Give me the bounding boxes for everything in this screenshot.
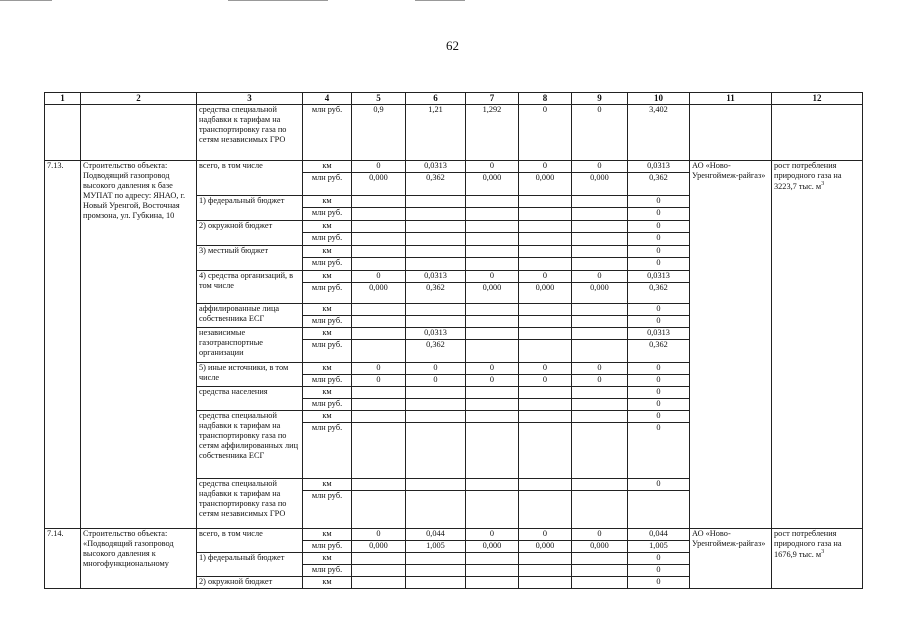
value-cell xyxy=(466,327,519,339)
value-cell xyxy=(352,478,406,490)
value-cell: 0 xyxy=(572,270,628,282)
value-cell xyxy=(519,386,572,398)
value-cell xyxy=(466,303,519,315)
value-cell xyxy=(406,552,466,564)
value-cell xyxy=(572,386,628,398)
value-cell xyxy=(519,339,572,362)
value-cell xyxy=(572,552,628,564)
value-cell: 0,0313 xyxy=(406,270,466,282)
funding-source-label: всего, в том числе xyxy=(197,528,303,552)
value-cell: 0,044 xyxy=(406,528,466,540)
value-cell xyxy=(352,303,406,315)
unit: млн руб. xyxy=(303,490,352,528)
scan-edge-line xyxy=(415,0,465,1)
value-cell: 0 xyxy=(519,160,572,172)
unit: млн руб. xyxy=(303,172,352,195)
funding-source-label: средства специальной надбавки к тарифам на транспортировку газа по сетям аффилированных лиц собственника ЕСГ xyxy=(197,410,303,478)
value-cell xyxy=(466,207,519,220)
unit: км xyxy=(303,270,352,282)
value-cell xyxy=(572,422,628,478)
value-cell xyxy=(406,564,466,576)
unit: км xyxy=(303,362,352,374)
value-cell: 0,362 xyxy=(406,282,466,303)
value-cell xyxy=(406,410,466,422)
value-cell: 0,000 xyxy=(519,540,572,552)
funding-source-label: 5) иные источники, в том числе xyxy=(197,362,303,386)
column-header: 6 xyxy=(406,93,466,105)
value-cell: 0,9 xyxy=(352,104,406,160)
value-cell: 0 xyxy=(628,195,690,207)
cell-empty xyxy=(690,104,772,160)
value-cell xyxy=(406,398,466,410)
value-cell xyxy=(352,327,406,339)
unit: км xyxy=(303,327,352,339)
value-cell: 1,005 xyxy=(406,540,466,552)
value-cell xyxy=(519,207,572,220)
value-cell xyxy=(466,490,519,528)
effect-superscript: 3 xyxy=(821,548,825,555)
value-cell: 0 xyxy=(466,374,519,386)
value-cell: 0,000 xyxy=(352,282,406,303)
value-cell xyxy=(352,576,406,588)
value-cell: 0,000 xyxy=(352,540,406,552)
value-cell xyxy=(572,327,628,339)
value-cell: 1,21 xyxy=(406,104,466,160)
value-cell: 0,044 xyxy=(628,528,690,540)
unit: млн руб. xyxy=(303,282,352,303)
value-cell xyxy=(572,232,628,245)
column-header: 4 xyxy=(303,93,352,105)
value-cell: 0 xyxy=(466,362,519,374)
funding-source-label: 1) федеральный бюджет xyxy=(197,195,303,220)
value-cell xyxy=(519,422,572,478)
value-cell xyxy=(352,195,406,207)
value-cell xyxy=(519,220,572,232)
unit: млн руб. xyxy=(303,232,352,245)
value-cell: 0,0313 xyxy=(628,160,690,172)
value-cell: 1,292 xyxy=(466,104,519,160)
value-cell: 0 xyxy=(628,552,690,564)
value-cell xyxy=(406,195,466,207)
value-cell xyxy=(352,315,406,327)
value-cell xyxy=(352,339,406,362)
value-cell xyxy=(519,564,572,576)
unit: км xyxy=(303,245,352,257)
value-cell: 0 xyxy=(519,374,572,386)
unit: км xyxy=(303,410,352,422)
value-cell: 0 xyxy=(628,362,690,374)
value-cell xyxy=(352,207,406,220)
value-cell xyxy=(519,490,572,528)
value-cell xyxy=(466,398,519,410)
value-cell: 0 xyxy=(572,362,628,374)
value-cell: 0 xyxy=(628,564,690,576)
value-cell xyxy=(572,339,628,362)
value-cell xyxy=(572,398,628,410)
column-header: 8 xyxy=(519,93,572,105)
value-cell xyxy=(572,564,628,576)
value-cell: 1,005 xyxy=(628,540,690,552)
value-cell xyxy=(352,220,406,232)
value-cell xyxy=(352,422,406,478)
column-header: 2 xyxy=(81,93,197,105)
value-cell: 0 xyxy=(628,478,690,490)
value-cell: 0 xyxy=(628,374,690,386)
value-cell xyxy=(352,552,406,564)
value-cell: 0 xyxy=(466,270,519,282)
unit: км xyxy=(303,552,352,564)
table-row xyxy=(45,160,863,172)
operator-organization: АО «Ново-Уренгоймеж-райгаз» xyxy=(690,160,772,528)
value-cell xyxy=(406,207,466,220)
value-cell: 0,000 xyxy=(519,172,572,195)
value-cell: 0 xyxy=(628,398,690,410)
value-cell xyxy=(406,386,466,398)
value-cell: 0 xyxy=(628,245,690,257)
value-cell xyxy=(466,410,519,422)
unit: км xyxy=(303,528,352,540)
value-cell: 0,000 xyxy=(466,540,519,552)
unit: млн руб. xyxy=(303,398,352,410)
cell-empty xyxy=(772,104,863,160)
value-cell: 0 xyxy=(628,422,690,478)
cell-empty xyxy=(45,104,81,160)
value-cell xyxy=(519,195,572,207)
value-cell xyxy=(352,410,406,422)
value-cell xyxy=(406,257,466,270)
value-cell xyxy=(352,490,406,528)
unit: млн руб. xyxy=(303,339,352,362)
value-cell xyxy=(406,232,466,245)
item-number: 7.13. xyxy=(45,160,81,528)
value-cell: 0,000 xyxy=(519,282,572,303)
funding-source: средства специальной надбавки к тарифам на транспортировку газа по сетям независимых ГРО xyxy=(197,104,303,160)
value-cell: 0 xyxy=(466,528,519,540)
value-cell: 0,000 xyxy=(572,282,628,303)
value-cell xyxy=(572,245,628,257)
value-cell: 0 xyxy=(352,374,406,386)
value-cell xyxy=(406,245,466,257)
value-cell xyxy=(352,232,406,245)
unit: км xyxy=(303,386,352,398)
value-cell xyxy=(352,564,406,576)
value-cell xyxy=(572,315,628,327)
value-cell: 0 xyxy=(406,374,466,386)
value-cell xyxy=(406,315,466,327)
value-cell: 0,362 xyxy=(628,282,690,303)
value-cell: 0,362 xyxy=(628,172,690,195)
column-header: 7 xyxy=(466,93,519,105)
value-cell: 0 xyxy=(572,528,628,540)
item-number: 7.14. xyxy=(45,528,81,588)
value-cell xyxy=(519,478,572,490)
funding-source-label: всего, в том числе xyxy=(197,160,303,195)
funding-source-label: 4) средства организаций, в том числе xyxy=(197,270,303,303)
value-cell: 0 xyxy=(628,386,690,398)
value-cell: 0 xyxy=(519,528,572,540)
value-cell xyxy=(406,422,466,478)
value-cell: 0 xyxy=(572,374,628,386)
column-header: 11 xyxy=(690,93,772,105)
unit: км xyxy=(303,220,352,232)
unit: млн руб. xyxy=(303,315,352,327)
unit: млн руб. xyxy=(303,104,352,160)
unit: км xyxy=(303,478,352,490)
value-cell: 3,402 xyxy=(628,104,690,160)
value-cell xyxy=(406,220,466,232)
column-header: 12 xyxy=(772,93,863,105)
value-cell: 0,362 xyxy=(406,339,466,362)
value-cell xyxy=(572,257,628,270)
value-cell xyxy=(572,220,628,232)
value-cell: 0 xyxy=(466,160,519,172)
value-cell: 0 xyxy=(628,303,690,315)
funding-source-label: независимые газотранспортные организации xyxy=(197,327,303,362)
unit: млн руб. xyxy=(303,207,352,220)
value-cell: 0 xyxy=(628,207,690,220)
value-cell: 0,000 xyxy=(352,172,406,195)
value-cell: 0,000 xyxy=(466,282,519,303)
value-cell: 0 xyxy=(628,257,690,270)
value-cell: 0,362 xyxy=(406,172,466,195)
column-header: 3 xyxy=(197,93,303,105)
value-cell xyxy=(519,398,572,410)
value-cell xyxy=(519,257,572,270)
value-cell xyxy=(628,490,690,528)
value-cell: 0 xyxy=(352,270,406,282)
effect-text: рост потребления природного газа на 3223,7 тыс. м xyxy=(774,160,842,191)
value-cell xyxy=(466,232,519,245)
value-cell xyxy=(352,386,406,398)
table-row xyxy=(45,93,863,105)
value-cell xyxy=(519,245,572,257)
unit: млн руб. xyxy=(303,257,352,270)
value-cell xyxy=(572,490,628,528)
investment-table xyxy=(44,92,863,589)
scan-edge-line xyxy=(0,0,52,1)
scan-edge-line xyxy=(228,0,328,1)
value-cell: 0 xyxy=(519,270,572,282)
value-cell: 0 xyxy=(352,362,406,374)
value-cell: 0 xyxy=(352,528,406,540)
value-cell xyxy=(519,576,572,588)
value-cell xyxy=(466,386,519,398)
value-cell xyxy=(406,490,466,528)
value-cell: 0,000 xyxy=(466,172,519,195)
cell-empty xyxy=(81,104,197,160)
column-header: 1 xyxy=(45,93,81,105)
effect-superscript: 3 xyxy=(821,180,825,187)
funding-source-label: 1) федеральный бюджет xyxy=(197,552,303,576)
value-cell xyxy=(466,245,519,257)
table-row xyxy=(45,104,863,160)
value-cell xyxy=(466,552,519,564)
value-cell: 0 xyxy=(519,104,572,160)
project-name: Строительство объекта: «Подводящий газопровод высокого давления к многофункциональному xyxy=(81,528,197,588)
value-cell: 0,0313 xyxy=(628,327,690,339)
project-name: Строительство объекта: Подводящий газопровод высокого давления к базе МУПАТ по адресу: ЯНАО, г. Новый Уренгой, Восточная промзона, ул. Губкина, 10 xyxy=(81,160,197,528)
value-cell: 0,362 xyxy=(628,339,690,362)
value-cell: 0 xyxy=(352,160,406,172)
value-cell xyxy=(572,303,628,315)
value-cell: 0 xyxy=(406,362,466,374)
value-cell xyxy=(352,257,406,270)
value-cell xyxy=(519,552,572,564)
value-cell xyxy=(572,207,628,220)
value-cell: 0 xyxy=(628,220,690,232)
unit: км xyxy=(303,576,352,588)
value-cell: 0 xyxy=(628,315,690,327)
unit: млн руб. xyxy=(303,374,352,386)
unit: км xyxy=(303,195,352,207)
value-cell xyxy=(519,232,572,245)
page-number: 62 xyxy=(446,38,459,53)
value-cell: 0 xyxy=(628,576,690,588)
column-header: 5 xyxy=(352,93,406,105)
table-row xyxy=(45,528,863,540)
value-cell xyxy=(352,398,406,410)
value-cell xyxy=(466,339,519,362)
value-cell xyxy=(572,195,628,207)
value-cell xyxy=(406,303,466,315)
column-header: 10 xyxy=(628,93,690,105)
value-cell xyxy=(466,576,519,588)
unit: млн руб. xyxy=(303,564,352,576)
funding-source-label: средства специальной надбавки к тарифам на транспортировку газа по сетям независимых ГРО xyxy=(197,478,303,528)
operator-organization: АО «Ново-Уренгоймеж-райгаз» xyxy=(690,528,772,588)
funding-source-label: 2) окружной бюджет xyxy=(197,220,303,245)
value-cell: 0 xyxy=(628,410,690,422)
effect-text: рост потребления природного газа на 1676,9 тыс. м xyxy=(774,528,842,559)
value-cell xyxy=(519,327,572,339)
value-cell: 0 xyxy=(572,160,628,172)
value-cell xyxy=(352,245,406,257)
funding-source-label: 3) местный бюджет xyxy=(197,245,303,270)
value-cell: 0,000 xyxy=(572,540,628,552)
value-cell: 0 xyxy=(519,362,572,374)
unit: км xyxy=(303,160,352,172)
value-cell: 0,000 xyxy=(572,172,628,195)
expected-effect xyxy=(772,160,863,528)
value-cell: 0,0313 xyxy=(406,327,466,339)
unit: млн руб. xyxy=(303,540,352,552)
value-cell xyxy=(466,564,519,576)
value-cell xyxy=(519,303,572,315)
funding-source-label: средства населения xyxy=(197,386,303,410)
value-cell xyxy=(466,257,519,270)
value-cell xyxy=(572,576,628,588)
value-cell xyxy=(406,576,466,588)
value-cell: 0 xyxy=(572,104,628,160)
value-cell xyxy=(572,410,628,422)
column-header: 9 xyxy=(572,93,628,105)
expected-effect xyxy=(772,528,863,588)
funding-source-label: аффилированные лица собственника ЕСГ xyxy=(197,303,303,327)
unit: км xyxy=(303,303,352,315)
funding-source-label: 2) окружной бюджет xyxy=(197,576,303,588)
value-cell xyxy=(466,220,519,232)
unit: млн руб. xyxy=(303,422,352,478)
value-cell xyxy=(572,478,628,490)
value-cell xyxy=(466,195,519,207)
value-cell xyxy=(466,478,519,490)
value-cell: 0,0313 xyxy=(406,160,466,172)
value-cell xyxy=(519,315,572,327)
value-cell xyxy=(466,315,519,327)
value-cell xyxy=(466,422,519,478)
value-cell: 0,0313 xyxy=(628,270,690,282)
value-cell xyxy=(406,478,466,490)
value-cell xyxy=(519,410,572,422)
value-cell: 0 xyxy=(628,232,690,245)
